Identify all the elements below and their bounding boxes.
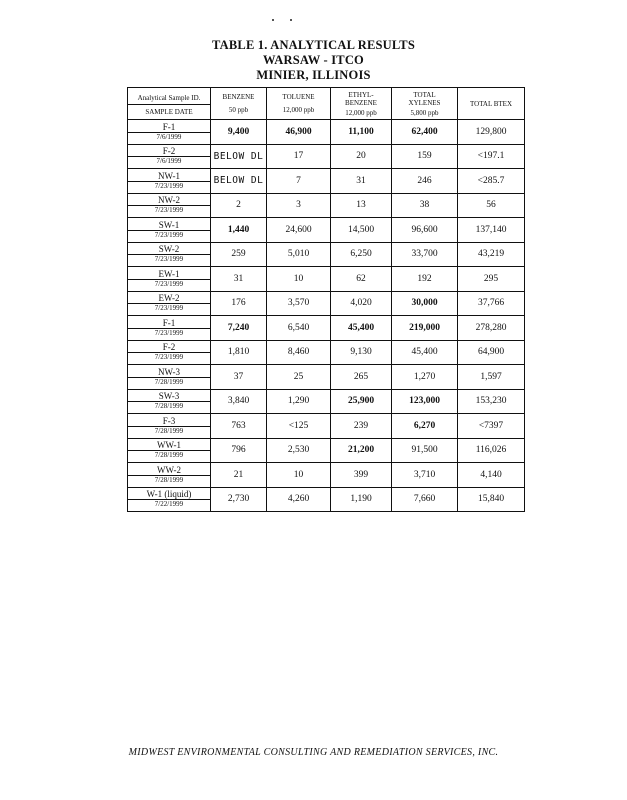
xylenes-value: 33,700 <box>392 242 458 267</box>
table-title: TABLE 1. ANALYTICAL RESULTS <box>212 38 415 52</box>
xylenes-value: 1,270 <box>392 365 458 390</box>
btex-value: 64,900 <box>458 340 525 365</box>
header-benzene-label: BENZENE <box>222 93 255 101</box>
ethylbenzene-value: 14,500 <box>331 218 392 243</box>
ethylbenzene-value: 13 <box>331 193 392 218</box>
sample-id: SW-3 <box>158 391 180 402</box>
analytical-results-table <box>127 87 525 512</box>
benzene-value: 3,840 <box>211 389 267 414</box>
header-toluene-label: TOLUENE <box>282 93 315 101</box>
toluene-value: 25 <box>267 365 331 390</box>
table-row <box>128 291 525 316</box>
toluene-value: 4,260 <box>267 487 331 512</box>
benzene-value: 37 <box>211 365 267 390</box>
btex-value: 278,280 <box>458 316 525 341</box>
benzene-value: BELOW DL <box>211 169 267 194</box>
toluene-value: 46,900 <box>267 120 331 145</box>
ethylbenzene-value: 9,130 <box>331 340 392 365</box>
btex-value: 116,026 <box>458 438 525 463</box>
header-xylenes-label-1: TOTAL <box>413 90 436 99</box>
toluene-value: 3 <box>267 193 331 218</box>
sample-id-cell <box>128 267 211 292</box>
xylenes-value: 91,500 <box>392 438 458 463</box>
benzene-value: 796 <box>211 438 267 463</box>
sample-id: EW-1 <box>158 268 180 279</box>
benzene-value: 259 <box>211 242 267 267</box>
sample-id-cell <box>128 316 211 341</box>
sample-id-cell <box>128 169 211 194</box>
benzene-value: 1,440 <box>211 218 267 243</box>
sample-id: WW-2 <box>157 464 181 475</box>
table-row <box>128 340 525 365</box>
toluene-value: 8,460 <box>267 340 331 365</box>
benzene-value: 2,730 <box>211 487 267 512</box>
ethylbenzene-value: 21,200 <box>331 438 392 463</box>
sample-date: 7/28/1999 <box>128 475 210 485</box>
ethylbenzene-value: 31 <box>331 169 392 194</box>
header-benzene <box>211 88 267 120</box>
ethylbenzene-value: 1,190 <box>331 487 392 512</box>
benzene-value: 1,810 <box>211 340 267 365</box>
sample-date: 7/22/1999 <box>128 499 210 509</box>
header-sample-id-label: Analytical Sample ID. <box>128 91 210 105</box>
btex-value: 37,766 <box>458 291 525 316</box>
toluene-value: 3,570 <box>267 291 331 316</box>
sample-id-cell <box>128 218 211 243</box>
sample-id: SW-2 <box>158 244 180 255</box>
sample-date: 7/23/1999 <box>128 303 210 313</box>
xylenes-value: 7,660 <box>392 487 458 512</box>
xylenes-value: 62,400 <box>392 120 458 145</box>
company-footer: MIDWEST ENVIRONMENTAL CONSULTING AND REMEDIATION SERVICES, INC. <box>128 747 499 758</box>
table-row <box>128 487 525 512</box>
table-row <box>128 144 525 169</box>
sample-id-cell <box>128 242 211 267</box>
sample-id-cell <box>128 291 211 316</box>
xylenes-value: 3,710 <box>392 463 458 488</box>
sample-date: 7/23/1999 <box>128 205 210 215</box>
sample-id-cell <box>128 365 211 390</box>
table-row <box>128 120 525 145</box>
benzene-value: BELOW DL <box>211 144 267 169</box>
btex-value: 137,140 <box>458 218 525 243</box>
btex-value: 4,140 <box>458 463 525 488</box>
header-xylenes-limit: 5,800 ppb <box>410 108 439 117</box>
sample-date: 7/23/1999 <box>128 230 210 240</box>
sample-date: 7/6/1999 <box>128 132 210 142</box>
ethylbenzene-value: 45,400 <box>331 316 392 341</box>
xylenes-value: 123,000 <box>392 389 458 414</box>
header-total-btex <box>458 88 525 120</box>
header-ethylbenzene-label-2: BENZENE <box>345 98 377 107</box>
table-row <box>128 414 525 439</box>
header-ethylbenzene-label-1: ETHYL- <box>348 90 374 99</box>
header-toluene <box>267 88 331 120</box>
sample-id: WW-1 <box>157 440 181 451</box>
ethylbenzene-value: 399 <box>331 463 392 488</box>
toluene-value: 7 <box>267 169 331 194</box>
sample-id-cell <box>128 463 211 488</box>
toluene-value: 10 <box>267 463 331 488</box>
xylenes-value: 6,270 <box>392 414 458 439</box>
site-location: MINIER, ILLINOIS <box>256 68 371 82</box>
sample-id-cell <box>128 414 211 439</box>
table-row <box>128 267 525 292</box>
xylenes-value: 30,000 <box>392 291 458 316</box>
toluene-value: 10 <box>267 267 331 292</box>
xylenes-value: 246 <box>392 169 458 194</box>
header-toluene-limit: 12,000 ppb <box>282 106 315 114</box>
header-ethylbenzene <box>331 88 392 120</box>
sample-id: F-3 <box>162 415 176 426</box>
benzene-value: 763 <box>211 414 267 439</box>
toluene-value: 6,540 <box>267 316 331 341</box>
header-xylenes <box>392 88 458 120</box>
btex-value: <197.1 <box>458 144 525 169</box>
table-row <box>128 218 525 243</box>
table-row <box>128 193 525 218</box>
sample-date: 7/28/1999 <box>128 377 210 387</box>
table-row <box>128 316 525 341</box>
sample-date: 7/28/1999 <box>128 401 210 411</box>
sample-date: 7/23/1999 <box>128 328 210 338</box>
ethylbenzene-value: 239 <box>331 414 392 439</box>
ethylbenzene-value: 11,100 <box>331 120 392 145</box>
xylenes-value: 219,000 <box>392 316 458 341</box>
sample-id: EW-2 <box>158 293 180 304</box>
site-name: WARSAW - ITCO <box>262 53 364 67</box>
table-row <box>128 438 525 463</box>
header-xylenes-label-2: XYLENES <box>408 98 441 107</box>
btex-value: 129,800 <box>458 120 525 145</box>
toluene-value: <125 <box>267 414 331 439</box>
xylenes-value: 38 <box>392 193 458 218</box>
benzene-value: 2 <box>211 193 267 218</box>
sample-id: NW-1 <box>158 170 180 181</box>
sample-id-cell <box>128 487 211 512</box>
toluene-value: 2,530 <box>267 438 331 463</box>
sample-id: SW-1 <box>158 219 180 230</box>
header-total-btex-label: TOTAL BTEX <box>469 99 513 108</box>
benzene-value: 21 <box>211 463 267 488</box>
sample-date: 7/23/1999 <box>128 352 210 362</box>
benzene-value: 9,400 <box>211 120 267 145</box>
sample-id: NW-3 <box>158 366 180 377</box>
toluene-value: 17 <box>267 144 331 169</box>
sample-id: F-2 <box>162 146 176 157</box>
sample-id-cell <box>128 389 211 414</box>
btex-value: 295 <box>458 267 525 292</box>
scan-specks <box>270 18 300 22</box>
xylenes-value: 45,400 <box>392 340 458 365</box>
sample-date: 7/23/1999 <box>128 279 210 289</box>
sample-id-cell <box>128 340 211 365</box>
table-row <box>128 169 525 194</box>
ethylbenzene-value: 25,900 <box>331 389 392 414</box>
table-row <box>128 242 525 267</box>
header-benzene-limit: 50 ppb <box>228 106 249 114</box>
btex-value: <285.7 <box>458 169 525 194</box>
header-sample-date-label: SAMPLE DATE <box>145 108 193 116</box>
sample-date: 7/23/1999 <box>128 181 210 191</box>
ethylbenzene-value: 4,020 <box>331 291 392 316</box>
toluene-value: 24,600 <box>267 218 331 243</box>
sample-date: 7/28/1999 <box>128 450 210 460</box>
table-row <box>128 389 525 414</box>
xylenes-value: 159 <box>392 144 458 169</box>
xylenes-value: 96,600 <box>392 218 458 243</box>
xylenes-value: 192 <box>392 267 458 292</box>
sample-id-cell <box>128 144 211 169</box>
benzene-value: 176 <box>211 291 267 316</box>
sample-date: 7/6/1999 <box>128 156 210 166</box>
ethylbenzene-value: 6,250 <box>331 242 392 267</box>
btex-value: 1,597 <box>458 365 525 390</box>
benzene-value: 31 <box>211 267 267 292</box>
header-ethylbenzene-limit: 12,000 ppb <box>345 108 377 117</box>
benzene-value: 7,240 <box>211 316 267 341</box>
btex-value: 43,219 <box>458 242 525 267</box>
btex-value: 56 <box>458 193 525 218</box>
sample-id: NW-2 <box>158 195 180 206</box>
sample-id: W-1 (liquid) <box>146 489 192 500</box>
ethylbenzene-value: 265 <box>331 365 392 390</box>
sample-id: F-2 <box>162 342 176 353</box>
sample-date: 7/28/1999 <box>128 426 210 436</box>
sample-id: F-1 <box>162 121 176 132</box>
sample-id-cell <box>128 193 211 218</box>
ethylbenzene-value: 20 <box>331 144 392 169</box>
btex-value: 153,230 <box>458 389 525 414</box>
ethylbenzene-value: 62 <box>331 267 392 292</box>
toluene-value: 1,290 <box>267 389 331 414</box>
btex-value: 15,840 <box>458 487 525 512</box>
table-row <box>128 365 525 390</box>
btex-value: <7397 <box>458 414 525 439</box>
sample-id-cell <box>128 438 211 463</box>
sample-id: F-1 <box>162 317 176 328</box>
sample-id-cell <box>128 120 211 145</box>
table-row <box>128 463 525 488</box>
header-row <box>128 88 525 120</box>
header-sample-id <box>128 88 211 120</box>
results-body <box>128 120 525 512</box>
sample-date: 7/23/1999 <box>128 254 210 264</box>
toluene-value: 5,010 <box>267 242 331 267</box>
